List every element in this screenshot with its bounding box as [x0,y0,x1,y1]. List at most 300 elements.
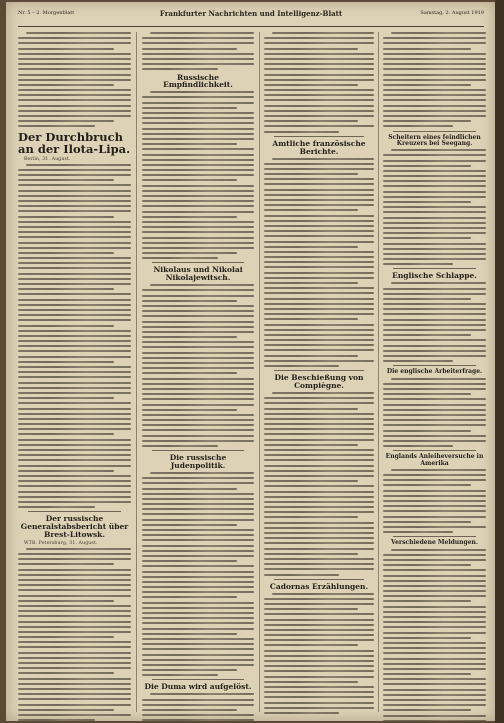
text-line [264,397,374,399]
text-line [18,110,131,112]
text-line [383,709,471,711]
text-line [18,94,131,96]
text-line [383,479,486,481]
text-line [264,178,374,180]
text-line [383,185,486,187]
text-line [18,584,131,586]
text-line [264,459,374,461]
text-line [18,563,114,565]
text-line [18,387,131,389]
text-line [383,42,486,44]
text-line [264,465,374,467]
headline-generalstab: Der russische Generalstabsbericht über Brest-Litowsk. [20,514,129,539]
text-line [142,669,237,671]
text-line [383,120,471,122]
text-line [383,288,486,290]
text-line [18,714,131,716]
text-line [142,383,254,385]
text-line [18,496,131,498]
text-line [264,670,374,672]
text-line [142,252,237,254]
text-line [383,531,453,533]
text-line [264,655,374,657]
text-line [142,143,237,145]
text-line [383,580,486,582]
headline-duma: Die Duma wird aufgelöst. [144,682,252,692]
text-line [383,63,486,65]
text-line [18,553,131,555]
text-line [142,117,254,119]
text-line [18,615,131,617]
text-line [18,125,95,127]
separator [152,262,244,263]
text-line [383,68,486,70]
text-line [383,404,486,406]
issue-number: Nr. 5 – 2. Morgenblatt [18,10,75,16]
text-line [18,631,131,633]
text-line [383,668,486,670]
text-line [264,230,374,232]
text-line [18,371,131,373]
text-line [142,190,254,192]
text-line [264,349,374,351]
text-line [18,221,131,223]
text-line [264,194,374,196]
text-line [383,590,486,592]
headline-nikolaus: Nikolaus und Nikolai Nikolajewitsch. [153,265,243,283]
text-line [264,516,358,518]
text-line [142,226,254,228]
text-line [142,300,237,302]
text-line [142,221,254,223]
text-line [264,168,374,170]
text-line [383,37,486,39]
text-line [264,402,374,404]
text-line [142,498,254,500]
text-line [383,160,486,162]
text-line [18,704,131,706]
text-line [383,308,486,310]
text-line [142,508,254,510]
text-line [383,201,471,203]
text-line [264,624,374,626]
text-line [391,149,486,151]
issue-date: Samstag, 2. August 1919 [420,10,484,16]
text-line [383,495,486,497]
text-line [383,569,486,571]
text-line [383,424,486,426]
separator [393,268,476,269]
text-line [383,689,486,691]
text-line [383,105,486,107]
text-line [272,392,374,394]
text-line [383,621,486,623]
text-line [142,482,254,484]
text-line [264,277,374,279]
text-line [383,227,486,229]
text-line [383,154,486,156]
separator [393,365,476,366]
text-line [142,503,254,505]
text-line [383,74,486,76]
text-line [383,191,486,193]
text-line [142,424,254,426]
text-line [18,247,131,249]
text-line [18,42,131,44]
text-line [142,37,254,39]
text-line [383,79,486,81]
text-line [383,293,486,295]
text-line [383,435,486,437]
text-line [18,345,131,347]
text-line [18,105,131,107]
text-line [383,196,486,198]
text-line [18,433,114,435]
text-line [18,506,95,508]
text-line [264,115,374,117]
text-line [18,236,131,238]
text-line [142,488,237,490]
text-line [18,267,131,269]
text-line [264,79,374,81]
text-line [264,707,374,709]
text-line [142,628,254,630]
text-line [18,444,131,446]
text-line [264,501,374,503]
text-line [18,408,131,410]
text-line [383,94,486,96]
text-line [142,409,237,411]
headline-judenpolitik: Die russische Judenpolitik. [169,453,227,471]
text-line [18,190,131,192]
dateline: WTB. Petersburg, 31. August. [24,540,98,546]
text-line [264,251,374,253]
text-line [264,548,374,550]
text-line [383,632,486,634]
text-line [18,392,131,394]
text-line [18,652,131,654]
page-header [18,8,484,27]
text-line [142,185,254,187]
text-line [142,545,254,547]
text-line [264,506,374,508]
text-line [18,641,131,643]
text-line [264,246,358,248]
text-line [18,314,131,316]
text-line [264,53,374,55]
text-line [383,324,486,326]
text-line [383,334,471,336]
text-line [264,125,374,127]
text-line [264,58,374,60]
text-line [264,131,339,133]
text-line [18,423,131,425]
text-line [142,242,254,244]
text-line [18,672,114,674]
separator [152,679,244,680]
text-line [142,664,254,666]
text-line [383,616,486,618]
text-line [18,89,131,91]
text-line [18,413,131,415]
separator [393,536,476,537]
separator [28,511,121,512]
text-line [264,360,374,362]
text-line [272,158,374,160]
text-line [142,714,254,716]
text-line [264,454,374,456]
text-line [383,526,486,528]
text-line [142,513,254,515]
text-line [264,48,358,50]
text-line [383,237,471,239]
text-line [383,704,486,706]
text-line [383,360,453,362]
text-line [383,595,486,597]
text-line [383,606,486,608]
text-line [264,256,374,258]
text-line [18,226,131,228]
text-line [18,688,131,690]
text-line [264,120,358,122]
text-line [264,475,374,477]
text-line [383,430,471,432]
text-line [142,321,254,323]
text-line [18,319,131,321]
text-line [18,579,131,581]
text-line [150,693,254,695]
text-line [142,179,237,181]
text-line [142,393,254,395]
headline-cadorna: Cadornas Erzählungen. [269,581,369,591]
headline-schlappe: Englische Schlappe. [392,271,477,281]
headline-kreuzer: Scheitern eines feindlichen Kreuzers bei Seegang. [388,133,481,147]
text-line [383,409,486,411]
text-line [18,459,131,461]
text-line [264,608,358,610]
text-line [264,63,374,65]
text-line [383,637,471,639]
text-line [383,419,486,421]
text-line [264,676,374,678]
text-line [264,665,374,667]
text-line [264,313,374,315]
text-line [264,613,374,615]
text-line [264,215,374,217]
text-line [18,169,131,171]
text-line [383,383,486,385]
text-line [18,242,131,244]
text-line [142,205,254,207]
text-line [142,648,254,650]
text-line [142,102,254,104]
text-line [264,235,374,237]
text-line [264,292,374,294]
text-line [18,283,131,285]
text-line [264,712,339,714]
text-line [264,298,374,300]
text-line [142,315,254,317]
column-rule [378,32,379,712]
text-line [383,647,486,649]
text-line [142,138,254,140]
text-line [18,210,131,212]
text-line [142,704,254,706]
text-line [18,74,131,76]
text-line [264,496,374,498]
text-line [264,37,374,39]
text-line [142,591,254,593]
text-line [142,654,254,656]
text-line [383,350,486,352]
text-line [383,110,486,112]
text-line [18,366,131,368]
text-line [142,341,254,343]
text-line [18,350,131,352]
text-line [142,445,218,447]
text-line [150,284,254,286]
text-line [142,53,254,55]
text-line [383,319,486,321]
text-line [383,175,486,177]
text-line [142,48,237,50]
text-line [264,68,374,70]
headline-empfindlichkeit: Russische Empfindlichkeit. [163,72,233,90]
text-line [383,89,486,91]
text-line [383,329,486,331]
separator [152,450,244,451]
text-line [264,173,358,175]
text-line [142,200,254,202]
separator [393,450,476,451]
text-line [383,445,453,447]
text-line [142,148,254,150]
text-line [18,667,131,669]
text-line [142,42,254,44]
text-line [142,659,254,661]
text-line [18,361,114,363]
text-line [391,469,486,471]
text-line [150,32,254,34]
headline-anleihe: Englands Anleiheversuche in Amerika [385,453,484,467]
text-line [383,490,486,492]
text-line [264,542,374,544]
text-line [142,112,254,114]
text-line [383,626,486,628]
text-line [18,589,131,591]
text-line [18,273,131,275]
text-line [142,550,254,552]
text-line [18,397,114,399]
text-line [264,433,374,435]
text-line [264,522,374,524]
text-line [383,694,486,696]
text-line [18,120,114,122]
text-line [142,289,254,291]
text-line [142,429,254,431]
text-line [18,58,131,60]
text-line [18,693,131,695]
text-line [142,237,254,239]
text-line [264,558,374,560]
text-line [18,439,131,441]
text-line [264,344,374,346]
text-line [142,68,218,70]
text-line [264,220,374,222]
text-line [383,339,486,341]
text-line [18,719,95,721]
text-line [383,559,486,561]
text-line [383,84,471,86]
text-line [142,362,254,364]
text-line [142,247,254,249]
headline-franzoesische-berichte: Amtliche französische Berichte. [272,138,366,156]
text-line [264,686,374,688]
text-line [383,611,486,613]
text-line [142,560,237,562]
text-line [18,595,131,597]
text-line [142,96,254,98]
text-line [264,42,374,44]
text-line [142,602,254,604]
text-line [383,521,471,523]
text-line [18,662,131,664]
text-line [264,282,358,284]
column-1 [18,32,131,712]
text-line [18,330,131,332]
text-line [142,310,254,312]
text-line [264,644,358,646]
text-line [383,678,486,680]
text-line [383,516,486,518]
text-line [142,63,254,65]
text-line [142,169,254,171]
text-line [142,607,254,609]
text-line [264,287,374,289]
text-line [142,331,254,333]
text-line [264,619,374,621]
text-line [18,340,131,342]
text-line [264,423,374,425]
text-line [383,125,453,127]
text-line [383,484,471,486]
text-line [142,326,254,328]
text-line [391,378,486,380]
text-line [142,231,254,233]
text-line [383,180,486,182]
text-line [18,646,131,648]
text-line [264,696,374,698]
text-line [142,709,237,711]
text-line [18,205,131,207]
text-line [264,408,358,410]
text-line [264,532,374,534]
text-line [18,262,131,264]
text-line [18,84,114,86]
text-line [18,600,114,602]
text-line [383,388,486,390]
text-line [383,500,486,502]
text-line [18,252,114,254]
text-line [383,554,486,556]
text-line [18,335,131,337]
text-line [264,105,374,107]
text-line [264,204,374,206]
text-line [264,553,358,555]
text-line [383,345,486,347]
text-line [383,440,486,442]
text-line [264,639,374,641]
